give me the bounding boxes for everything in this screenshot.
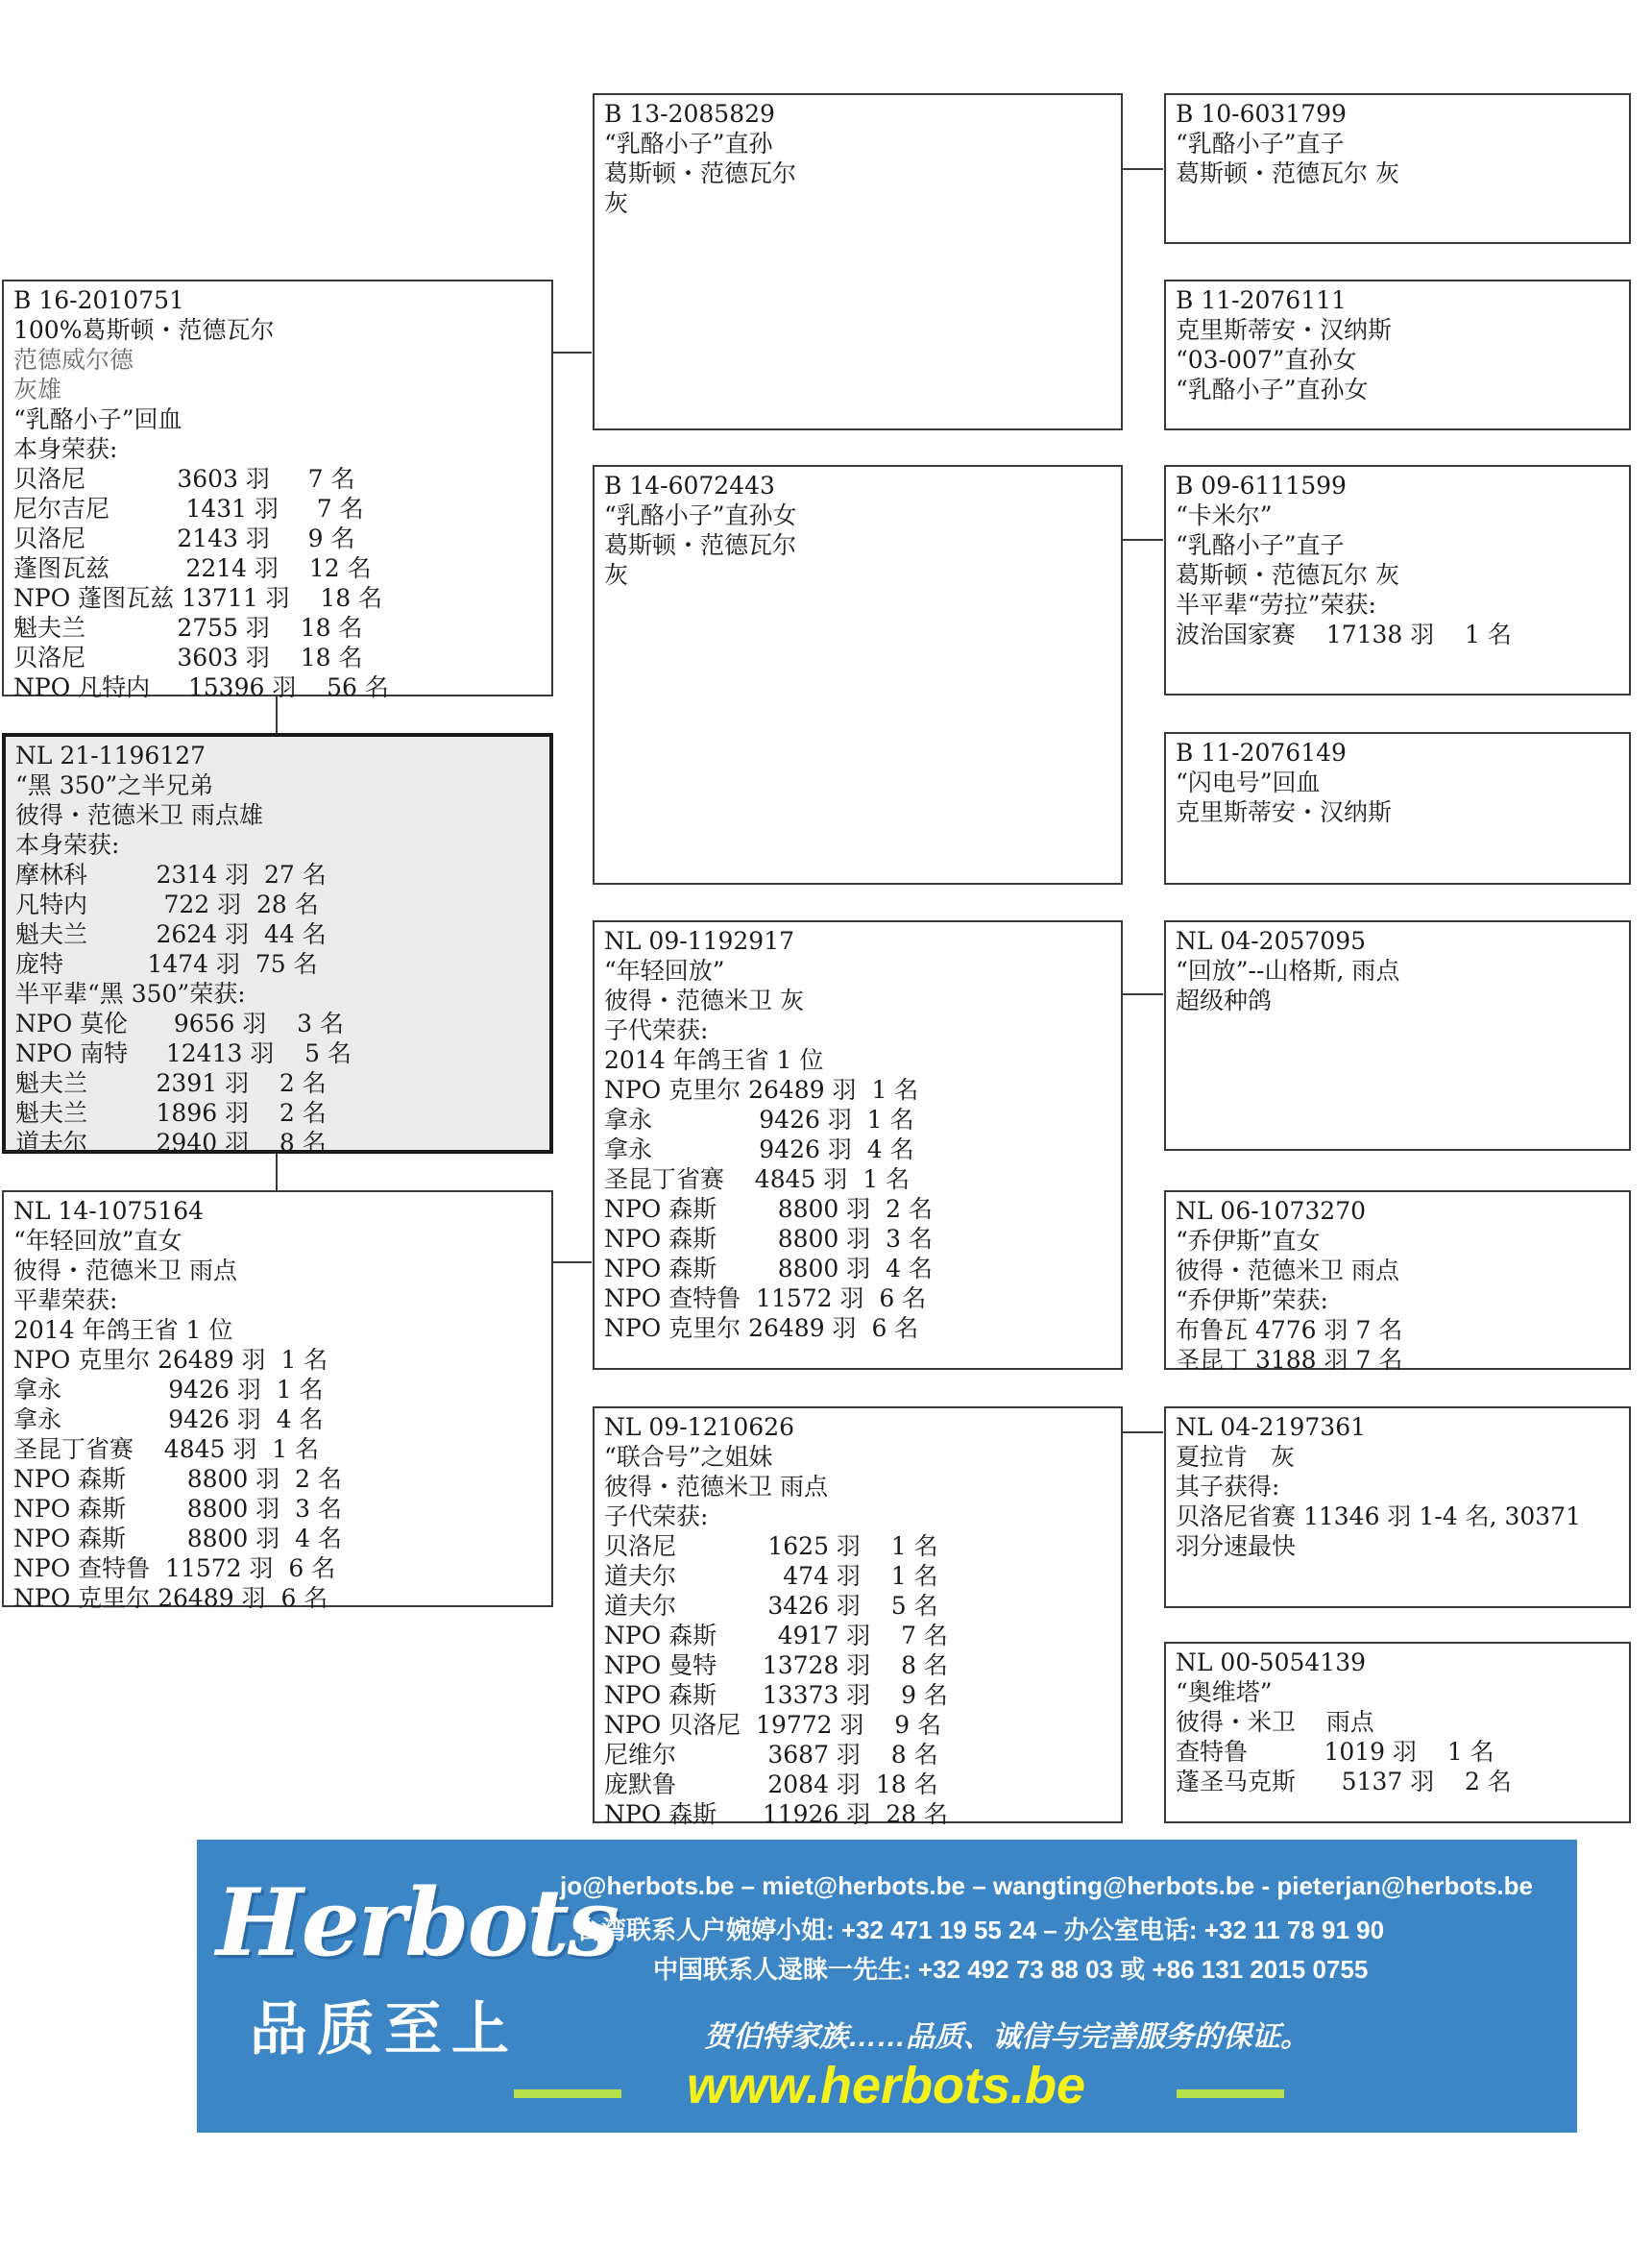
pedigree-line: 本身荣获:	[13, 435, 118, 463]
pedigree-line: 克里斯蒂安・汉纳斯	[1176, 798, 1393, 826]
connector-sire-right	[550, 352, 592, 354]
ring-number: NL 09-1210626	[604, 1413, 795, 1441]
ring-number: NL 00-5054139	[1176, 1648, 1367, 1676]
pedigree-line: “乳酪小子”直孙女	[604, 501, 797, 529]
pedigree-line: “闪电号”回血	[1176, 769, 1321, 796]
ring-number: B 16-2010751	[13, 286, 184, 314]
pedigree-line: “黑 350”之半兄弟	[15, 771, 214, 799]
pedigree-line: NPO 凡特内 15396 羽 56 名	[13, 673, 389, 701]
pedigree-line: NPO 贝洛尼 19772 羽 9 名	[604, 1711, 942, 1739]
pedigree-line: 摩林科 2314 羽 27 名	[15, 861, 327, 889]
pedigree-line: 圣昆丁省赛 4845 羽 1 名	[604, 1165, 911, 1193]
pedigree-line: “奥维塔”	[1176, 1678, 1273, 1706]
pedigree-line: 圣昆丁 3188 羽 7 名	[1176, 1346, 1403, 1374]
herbots-logo: Herbots	[216, 1868, 618, 1977]
pedigree-line: 半平辈“黑 350”荣获:	[15, 980, 246, 1008]
pedigree-line: “乳酪小子”直孙女	[1176, 376, 1369, 403]
pedigree-line: “联合号”之姐妹	[604, 1443, 773, 1471]
dam-dam-box	[593, 1406, 1123, 1828]
sire-dam-dam-box	[1164, 732, 1631, 885]
pedigree-line: NPO 查特鲁 11572 羽 6 名	[604, 1284, 927, 1312]
pedigree-line: 彼得・范德米卫 雨点	[604, 1473, 828, 1501]
pedigree-line: 克里斯蒂安・汉纳斯	[1176, 316, 1393, 344]
pedigree-line: 彼得・范德米卫 雨点雄	[15, 801, 263, 829]
pedigree-line: NPO 森斯 8800 羽 4 名	[604, 1255, 934, 1282]
pedigree-line: NPO 森斯 8800 羽 4 名	[13, 1525, 343, 1552]
ring-number: NL 14-1075164	[13, 1197, 205, 1225]
tagline: 贺伯特家族……品质、诚信与完善服务的保证。	[704, 2021, 1309, 2053]
pedigree-line: 葛斯顿・范德瓦尔	[604, 531, 797, 559]
pedigree-line: 魁夫兰 2755 羽 18 名	[13, 614, 363, 642]
ring-number: NL 09-1192917	[604, 927, 795, 955]
pedigree-line: NPO 克里尔 26489 羽 1 名	[604, 1076, 919, 1104]
dam-sire-box	[593, 920, 1123, 1370]
dam-box	[2, 1190, 553, 1612]
sire-sire-box	[593, 93, 1123, 430]
pedigree-line: NPO 森斯 4917 羽 7 名	[604, 1622, 948, 1649]
pedigree-line: 布鲁瓦 4776 羽 7 名	[1176, 1316, 1403, 1344]
pedigree-line: 灰雄	[13, 376, 62, 403]
pedigree-line: 平辈荣获:	[13, 1286, 118, 1314]
pedigree-line: 魁夫兰 2391 羽 2 名	[15, 1069, 327, 1097]
pedigree-line: “乳酪小子”直孙	[604, 130, 773, 158]
pedigree-line: 本身荣获:	[15, 831, 120, 859]
sire-dam-sire-box	[1164, 465, 1631, 696]
sire-dam-box	[593, 465, 1123, 885]
pedigree-line: NPO 森斯 8800 羽 3 名	[604, 1225, 934, 1253]
pedigree-line: 贝洛尼 3603 羽 18 名	[13, 644, 363, 671]
pedigree-line: 2014 年鸽王省 1 位	[604, 1046, 824, 1074]
ring-number: B 14-6072443	[604, 472, 775, 500]
connector-dam-right	[550, 1261, 592, 1263]
dam-sire-sire-box	[1164, 920, 1631, 1151]
pedigree-line: 超级种鸽	[1176, 987, 1273, 1014]
ring-number: NL 04-2057095	[1176, 927, 1367, 955]
pedigree-line: 彼得・范德米卫 雨点	[13, 1257, 237, 1284]
china-contact: 中国联系人逯睐一先生: +32 492 73 88 03 或 +86 131 2015 0755	[653, 1955, 1369, 1984]
pedigree-line: 葛斯顿・范德瓦尔 灰	[1176, 561, 1399, 589]
pedigree-line: “乔伊斯”荣获:	[1176, 1286, 1328, 1314]
pedigree-line: 2014 年鸽王省 1 位	[13, 1316, 233, 1344]
pedigree-line: 道夫尔 3426 羽 5 名	[604, 1592, 938, 1620]
pedigree-line: 其子获得:	[1176, 1473, 1280, 1501]
pedigree-line: 魁夫兰 1896 羽 2 名	[15, 1099, 327, 1127]
pedigree-line: NPO 克里尔 26489 羽 6 名	[604, 1314, 919, 1342]
sire-sire-dam-box	[1164, 280, 1631, 430]
pedigree-line: 拿永 9426 羽 1 名	[604, 1106, 914, 1134]
pedigree-line: 羽分速最快	[1176, 1532, 1297, 1560]
ring-number: NL 04-2197361	[1176, 1413, 1367, 1441]
pedigree-line: “回放”--山格斯, 雨点	[1176, 957, 1400, 985]
pedigree-line: “乔伊斯”直女	[1176, 1227, 1321, 1255]
pedigree-line: 拿永 9426 羽 4 名	[604, 1135, 914, 1163]
pedigree-line: 彼得・范德米卫 灰	[604, 987, 804, 1014]
pedigree-line: NPO 莫伦 9656 羽 3 名	[15, 1010, 345, 1038]
email-contacts[interactable]: jo@herbots.be – miet@herbots.be – wangting@herbots.be - pieterjan@herbots.be	[560, 1871, 1533, 1900]
pedigree-line: 庞默鲁 2084 羽 18 名	[604, 1770, 938, 1798]
pedigree-line: NPO 森斯 8800 羽 2 名	[604, 1195, 934, 1223]
pedigree-line: 100%葛斯顿・范德瓦尔	[13, 316, 275, 344]
pedigree-line: NPO 曼特 13728 羽 8 名	[604, 1651, 948, 1679]
pedigree-line: “03-007”直孙女	[1176, 346, 1357, 374]
connector-ds-right	[1120, 993, 1163, 995]
pedigree-line: 彼得・米卫 雨点	[1176, 1708, 1374, 1736]
pedigree-line: “乳酪小子”直子	[1176, 130, 1345, 158]
dam-dam-dam-box	[1164, 1642, 1631, 1823]
sire-sire-sire-box	[1164, 93, 1631, 244]
pedigree-line: NPO 森斯 8800 羽 3 名	[13, 1495, 343, 1523]
ring-number: B 11-2076149	[1176, 739, 1347, 767]
pedigree-line: NPO 南特 12413 羽 5 名	[15, 1039, 352, 1067]
connector-sd-right	[1120, 539, 1163, 541]
pedigree-line: NPO 克里尔 26489 羽 6 名	[13, 1584, 328, 1612]
pedigree-line: 范德威尔德	[13, 346, 134, 374]
pedigree-line: NPO 森斯 8800 羽 2 名	[13, 1465, 343, 1493]
connector-ss-right	[1120, 168, 1163, 170]
pedigree-line: 圣昆丁省赛 4845 羽 1 名	[13, 1435, 320, 1463]
pedigree-line: “卡米尔”	[1176, 501, 1273, 529]
pedigree-line: 蓬圣马克斯 5137 羽 2 名	[1176, 1768, 1512, 1795]
dam-dam-sire-box	[1164, 1406, 1631, 1608]
pedigree-line: 贝洛尼 2143 羽 9 名	[13, 525, 355, 552]
pedigree-line: 彼得・范德米卫 雨点	[1176, 1257, 1399, 1284]
pedigree-line: 夏拉肯 灰	[1176, 1443, 1295, 1471]
decorative-dash-right	[1177, 2089, 1284, 2098]
connector-dd-right	[1120, 1431, 1163, 1433]
pedigree-line: 灰	[604, 189, 629, 217]
pedigree-line: 查特鲁 1019 羽 1 名	[1176, 1738, 1494, 1766]
pedigree-line: “年轻回放”	[604, 957, 725, 985]
dam-sire-dam-box	[1164, 1190, 1631, 1374]
pedigree-line: 葛斯顿・范德瓦尔	[604, 159, 797, 187]
subject-pigeon-box	[2, 733, 553, 1157]
pedigree-line: 子代荣获:	[604, 1016, 709, 1044]
pedigree-line: NPO 克里尔 26489 羽 1 名	[13, 1346, 328, 1374]
pedigree-line: 子代荣获:	[604, 1502, 709, 1530]
pedigree-line: 尼尔吉尼 1431 羽 7 名	[13, 495, 364, 523]
sire-box	[2, 280, 553, 701]
pedigree-line: 道夫尔 2940 羽 8 名	[15, 1129, 327, 1157]
website-link[interactable]: www.herbots.be	[687, 2057, 1086, 2114]
pedigree-line: “乳酪小子”直子	[1176, 531, 1345, 559]
pedigree-line: 葛斯顿・范德瓦尔 灰	[1176, 159, 1399, 187]
decorative-dash-left	[514, 2089, 621, 2098]
ring-number: NL 06-1073270	[1176, 1197, 1367, 1225]
ring-number: B 09-6111599	[1176, 472, 1347, 500]
slogan-text: 品质至上	[250, 1996, 519, 2063]
pedigree-line: 波治国家赛 17138 羽 1 名	[1176, 621, 1512, 648]
ring-number: B 13-2085829	[604, 100, 775, 128]
pedigree-line: 道夫尔 474 羽 1 名	[604, 1562, 938, 1590]
pedigree-line: NPO 森斯 11926 羽 28 名	[604, 1800, 948, 1828]
taiwan-contact: 台湾联系人户婉婷小姐: +32 471 19 55 24 – 办公室电话: +32 11 78 91 90	[576, 1916, 1385, 1944]
pedigree-line: 半平辈“劳拉”荣获:	[1176, 591, 1376, 619]
pedigree-line: 魁夫兰 2624 羽 44 名	[15, 920, 327, 948]
ring-number: B 10-6031799	[1176, 100, 1347, 128]
pedigree-line: 蓬图瓦兹 2214 羽 12 名	[13, 554, 372, 582]
pedigree-line: 拿永 9426 羽 1 名	[13, 1376, 324, 1404]
pedigree-line: 贝洛尼 3603 羽 7 名	[13, 465, 355, 493]
pedigree-line: NPO 蓬图瓦兹 13711 羽 18 名	[13, 584, 383, 612]
pedigree-line: “年轻回放”直女	[13, 1227, 182, 1255]
pedigree-line: 拿永 9426 羽 4 名	[13, 1405, 324, 1433]
pedigree-line: 尼维尔 3687 羽 8 名	[604, 1741, 938, 1769]
pedigree-line: 凡特内 722 羽 28 名	[15, 891, 319, 918]
pedigree-line: 庞特 1474 羽 75 名	[15, 950, 318, 978]
pedigree-line: “乳酪小子”回血	[13, 405, 182, 433]
pedigree-line: 贝洛尼 1625 羽 1 名	[604, 1532, 938, 1560]
ring-number: NL 21-1196127	[15, 742, 206, 769]
pedigree-line: 贝洛尼省赛 11346 羽 1-4 名, 30371	[1176, 1502, 1581, 1530]
pedigree-line: 灰	[604, 561, 629, 589]
ring-number: B 11-2076111	[1176, 286, 1347, 314]
herbots-banner	[197, 1840, 1577, 2133]
pedigree-line: NPO 森斯 13373 羽 9 名	[604, 1681, 948, 1709]
pedigree-line: NPO 查特鲁 11572 羽 6 名	[13, 1554, 336, 1582]
